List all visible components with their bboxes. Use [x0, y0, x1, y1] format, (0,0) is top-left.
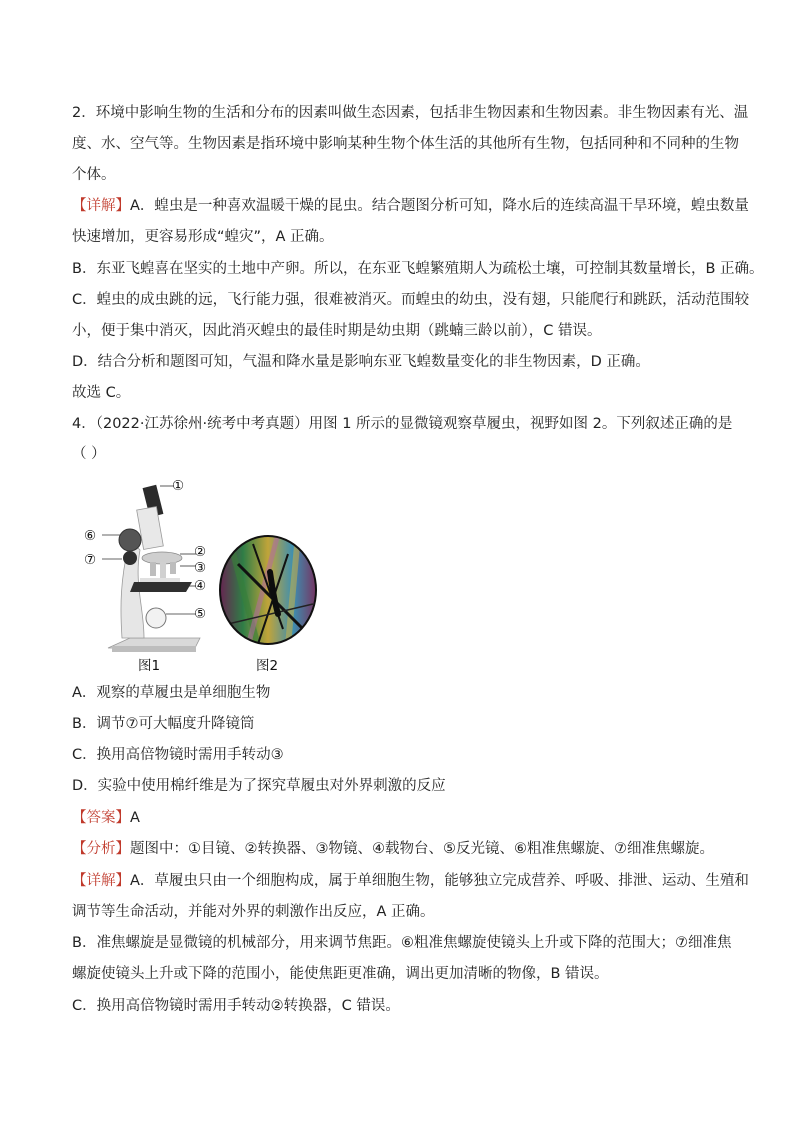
text-line: B．准焦螺旋是显微镜的机械部分，用来调节焦距。⑥粗准焦螺旋使镜头上升或下降的范围大；⑦细准焦	[72, 935, 732, 951]
microscope-figure	[84, 478, 310, 678]
caption-figure-2: 图2	[256, 658, 279, 674]
answer-line: 【答案】A	[72, 810, 140, 826]
text-line: 小，便于集中消灭，因此消灭蝗虫的最佳时期是幼虫期（跳蝻三龄以前），C 错误。	[72, 323, 602, 339]
bracket-label: 【详解】	[72, 198, 130, 214]
label-nosepiece: ②	[194, 544, 207, 560]
detail-line: 【详解】A．草履虫只由一个细胞构成，属于单细胞生物，能够独立完成营养、呼吸、排泄、运动、生殖和	[72, 873, 749, 889]
analysis-line: 【分析】题图中：①目镜、②转换器、③物镜、④载物台、⑤反光镜、⑥粗准焦螺旋、⑦细准焦螺旋。	[72, 841, 714, 857]
question-line: 4．（2022·江苏徐州·统考中考真题）用图 1 所示的显微镜观察草履虫，视野如图 2。下列叙述正确的是	[72, 416, 733, 432]
label-eyepiece: ①	[172, 478, 185, 494]
option-c: C．换用高倍物镜时需用手转动③	[72, 747, 284, 763]
text-line: 【详解】A．蝗虫是一种喜欢温暖干燥的昆虫。结合题图分析可知，降水后的连续高温干旱环境，蝗虫数量	[72, 198, 749, 214]
label-stage: ④	[194, 578, 207, 594]
text-line: D．结合分析和题图可知，气温和降水量是影响东亚飞蝗数量变化的非生物因素，D 正确。	[72, 354, 650, 370]
option-a: A．观察的草履虫是单细胞生物	[72, 685, 271, 701]
bracket-label: 【答案】	[72, 810, 130, 826]
option-b: B．调节⑦可大幅度升降镜筒	[72, 716, 255, 732]
text-line: 螺旋使镜头上升或下降的范围小，能使焦距更准确，调出更加清晰的物像，B 错误。	[72, 966, 609, 982]
text-line: 2．环境中影响生物的生活和分布的因素叫做生态因素，包括非生物因素和生物因素。非生物因素有光、温	[72, 105, 749, 121]
bracket-label: 【分析】	[72, 841, 130, 857]
option-d: D．实验中使用棉纤维是为了探究草履虫对外界刺激的反应	[72, 778, 446, 794]
field-of-view-image	[218, 534, 318, 646]
text-line: 快速增加，更容易形成“蝗灾”，A 正确。	[72, 229, 334, 245]
text-line: B．东亚飞蝗喜在坚实的土地中产卵。所以，在东亚飞蝗繁殖期人为疏松土壤，可控制其数量增长，B 正确。	[72, 261, 764, 277]
label-fine-focus: ⑦	[84, 552, 97, 568]
text-line: 度、水、空气等。生物因素是指环境中影响某种生物个体生活的其他所有生物，包括同种和不同种的生物	[72, 136, 739, 152]
text-line: 故选 C。	[72, 385, 131, 401]
text-line: 个体。	[72, 167, 116, 183]
question-blank: （ ）	[72, 446, 106, 462]
label-coarse-focus: ⑥	[84, 528, 97, 544]
text-line: C．蝗虫的成虫跳的远，飞行能力强，很难被消灭。而蝗虫的幼虫，没有翅，只能爬行和跳跃，活动范围较	[72, 292, 750, 308]
label-objective: ③	[194, 560, 207, 576]
label-mirror: ⑤	[194, 606, 207, 622]
bracket-label: 【详解】	[72, 873, 130, 889]
caption-figure-1: 图1	[138, 658, 161, 674]
text-line: 调节等生命活动，并能对外界的刺激作出反应，A 正确。	[72, 904, 435, 920]
text-line: C．换用高倍物镜时需用手转动②转换器，C 错误。	[72, 998, 400, 1014]
